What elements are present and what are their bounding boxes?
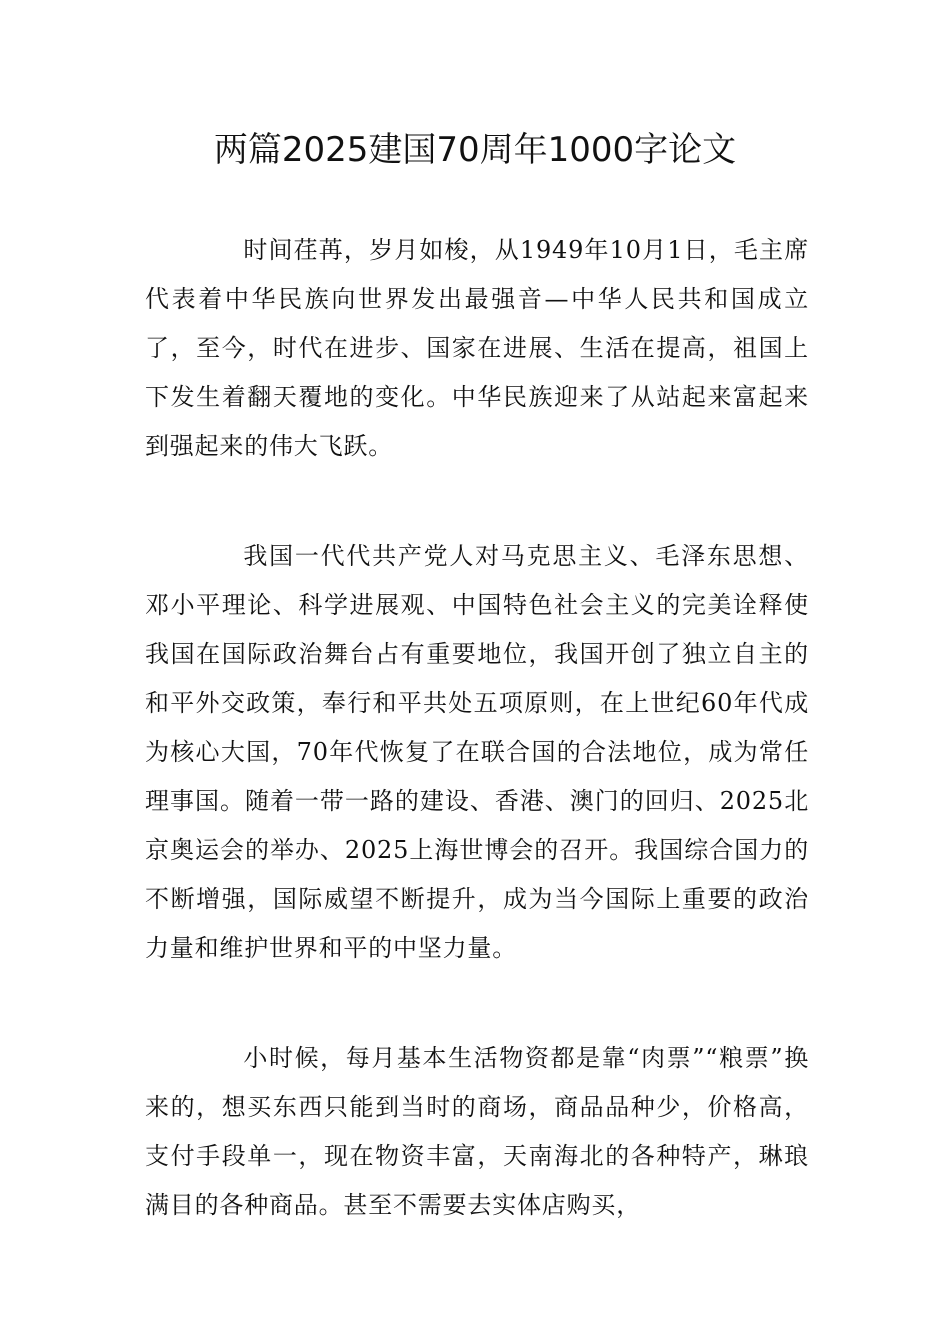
- document-title: 两篇2025建国70周年1000字论文: [213, 130, 737, 170]
- paragraph-2: 我国一代代共产党人对马克思主义、毛泽东思想、邓小平理论、科学进展观、中国特色社会主义的完美诠释使我国在国际政治舞台占有重要地位，我国开创了独立自主的和平外交政策，奉行和平共处五项原则，在上世纪60年代成为核心大国，70年代恢复了在联合国的合法地位，成为常任理事国。随着一带一路的建设、香港、澳门的回归、2025北京奥运会的举办、2025上海世博会的召开。我国综合国力的不断增强，国际威望不断提升，成为当今国际上重要的政治力量和维护世界和平的中坚力量。: [145, 542, 809, 962]
- paragraph-1: 时间荏苒，岁月如梭，从1949年10月1日，毛主席代表着中华民族向世界发出最强音—中华人民共和国成立了，至今，时代在进步、国家在进展、生活在提高，祖国上下发生着翻天覆地的变化。中华民族迎来了从站起来富起来到强起来的伟大飞跃。: [145, 236, 809, 460]
- document-body: [145, 226, 809, 1291]
- paragraph-3: 小时候，每月基本生活物资都是靠“肉票”“粮票”换来的，想买东西只能到当时的商场，商品品种少，价格高，支付手段单一，现在物资丰富，天南海北的各种特产，琳琅满目的各种商品。甚至不需要去实体店购买，: [145, 1044, 809, 1219]
